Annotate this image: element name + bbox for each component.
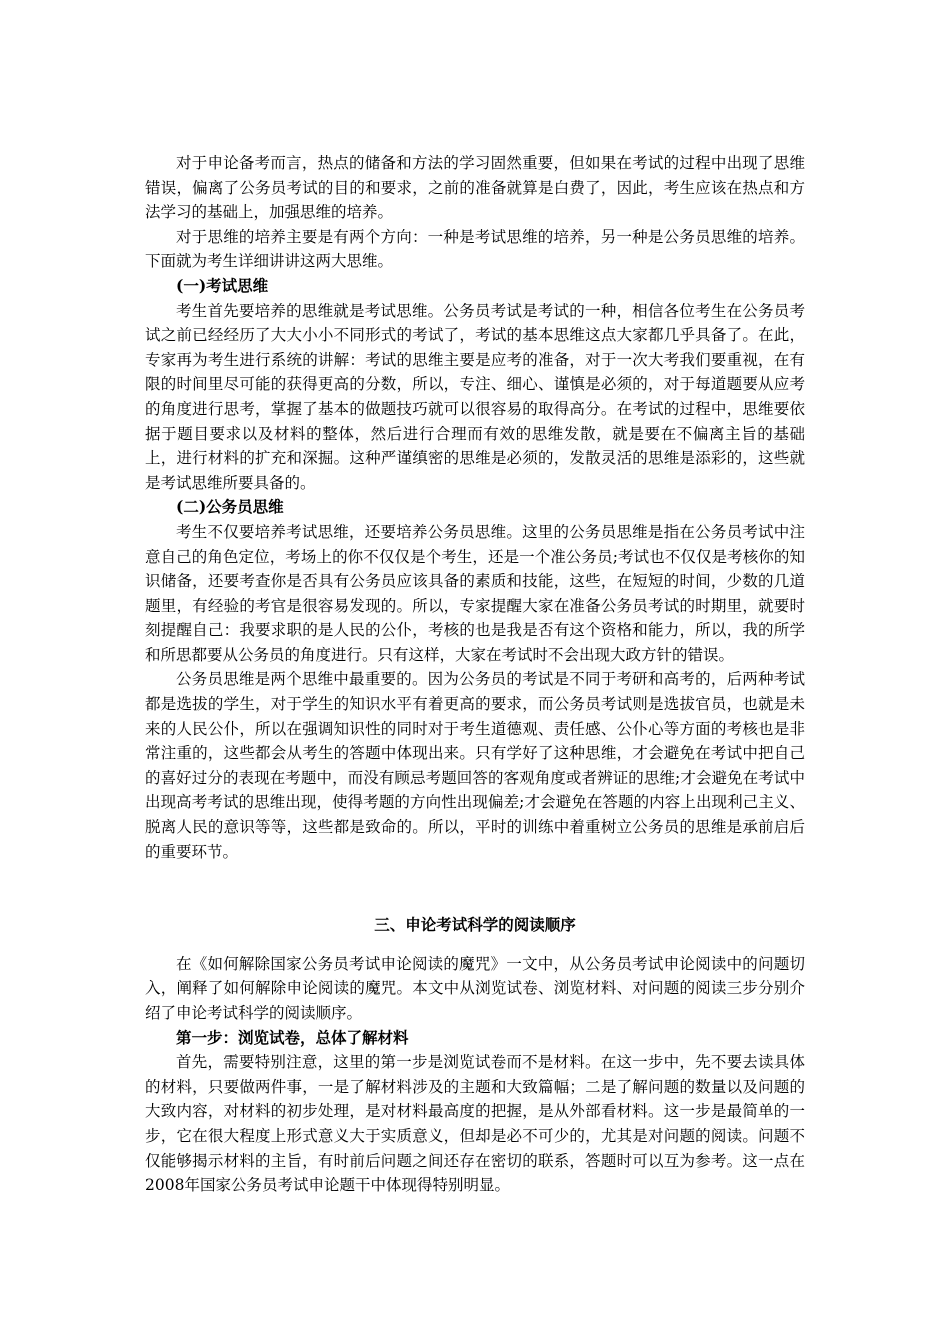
- paragraph-civil-servant-thinking: 考生不仅要培养考试思维，还要培养公务员思维。这里的公务员思维是指在公务员考试中注意自己的角色定位，考场上的你不仅仅是个考生，还是一个准公务员;考试也不仅仅是考核你的知识储备，还要考查你是否具有公务员应该具备的素质和技能，这些，在短短的时间，少数的几道题里，有经验的考官是很容易发现的。所以，专家提醒大家在准备公务员考试的时期里，就要时刻提醒自己：我要求职的是人民的公仆，考核的也是我是否有这个资格和能力，所以，我的所学和所思都要从公务员的角度进行。只有这样，大家在考试时不会出现大政方针的错误。: [145, 522, 805, 664]
- paragraph-civil-servant-importance: 公务员思维是两个思维中最重要的。因为公务员的考试是不同于考研和高考的，后两种考试都是选拔的学生，对于学生的知识水平有着更高的要求，而公务员考试则是选拔官员，也就是未来的人民公仆，所以在强调知识性的同时对于考生道德观、责任感、公仆心等方面的考核也是非常注重的，这些都会从考生的答题中体现出来。只有学好了这种思维，才会避免在考试中把自己的喜好过分的表现在考题中，而没有顾忌考题回答的客观角度或者辨证的思维;才会避免在考试中出现高考考试的思维出现，使得考题的方向性出现偏差;才会避免在答题的内容上出现利己主义、脱离人民的意识等等，这些都是致命的。所以，平时的训练中着重树立公务员的思维是承前启后的重要环节。: [145, 670, 805, 861]
- section-title: 三、申论考试科学的阅读顺序: [374, 915, 576, 935]
- heading-exam-thinking: (一)考试思维: [176, 275, 269, 295]
- heading-civil-servant-thinking: (二)公务员思维: [176, 497, 284, 517]
- heading-step-one: 第一步：浏览试卷，总体了解材料: [176, 1027, 409, 1047]
- paragraph-two-directions: 对于思维的培养主要是有两个方向：一种是考试思维的培养，另一种是公务员思维的培养。下面就为考生详细讲讲这两大思维。: [145, 227, 805, 271]
- paragraph-reading-order-intro: 在《如何解除国家公务员考试申论阅读的魔咒》一文中，从公务员考试申论阅读中的问题切入，阐释了如何解除申论阅读的魔咒。本文中从浏览试卷、浏览材料、对问题的阅读三步分别介绍了申论考试科学的阅读顺序。: [145, 954, 805, 1022]
- paragraph-intro: 对于申论备考而言，热点的储备和方法的学习固然重要，但如果在考试的过程中出现了思维错误，偏离了公务员考试的目的和要求，之前的准备就算是白费了，因此，考生应该在热点和方法学习的基础上，加强思维的培养。: [145, 154, 805, 222]
- section-spacer: [145, 864, 805, 913]
- document-page: [145, 151, 805, 1198]
- paragraph-step-one: 首先，需要特别注意，这里的第一步是浏览试卷而不是材料。在这一步中，先不要去读具体的材料，只要做两件事，一是了解材料涉及的主题和大致篇幅；二是了解问题的数量以及问题的大致内容，对材料的初步处理，是对材料最高度的把握，是从外部看材料。这一步是最简单的一步，它在很大程度上形式意义大于实质意义，但却是必不可少的，尤其是对问题的阅读。问题不仅能够揭示材料的主旨，有时前后问题之间还存在密切的联系，答题时可以互为参考。这一点在2008年国家公务员考试申论题干中体现得特别明显。: [145, 1053, 805, 1195]
- paragraph-exam-thinking: 考生首先要培养的思维就是考试思维。公务员考试是考试的一种，相信各位考生在公务员考试之前已经经历了大大小小不同形式的考试了，考试的基本思维这点大家都几乎具备了。在此，专家再为考生进行系统的讲解：考试的思维主要是应考的准备，对于一次大考我们要重视，在有限的时间里尽可能的获得更高的分数，所以，专注、细心、谨慎是必须的，对于每道题要从应考的角度进行思考，掌握了基本的做题技巧就可以很容易的取得高分。在考试的过程中，思维要依据于题目要求以及材料的整体，然后进行合理而有效的思维发散，就是要在不偏离主旨的基础上，进行材料的扩充和深掘。这种严谨缜密的思维是必须的，发散灵活的思维是添彩的，这些就是考试思维所要具备的。: [145, 301, 805, 492]
